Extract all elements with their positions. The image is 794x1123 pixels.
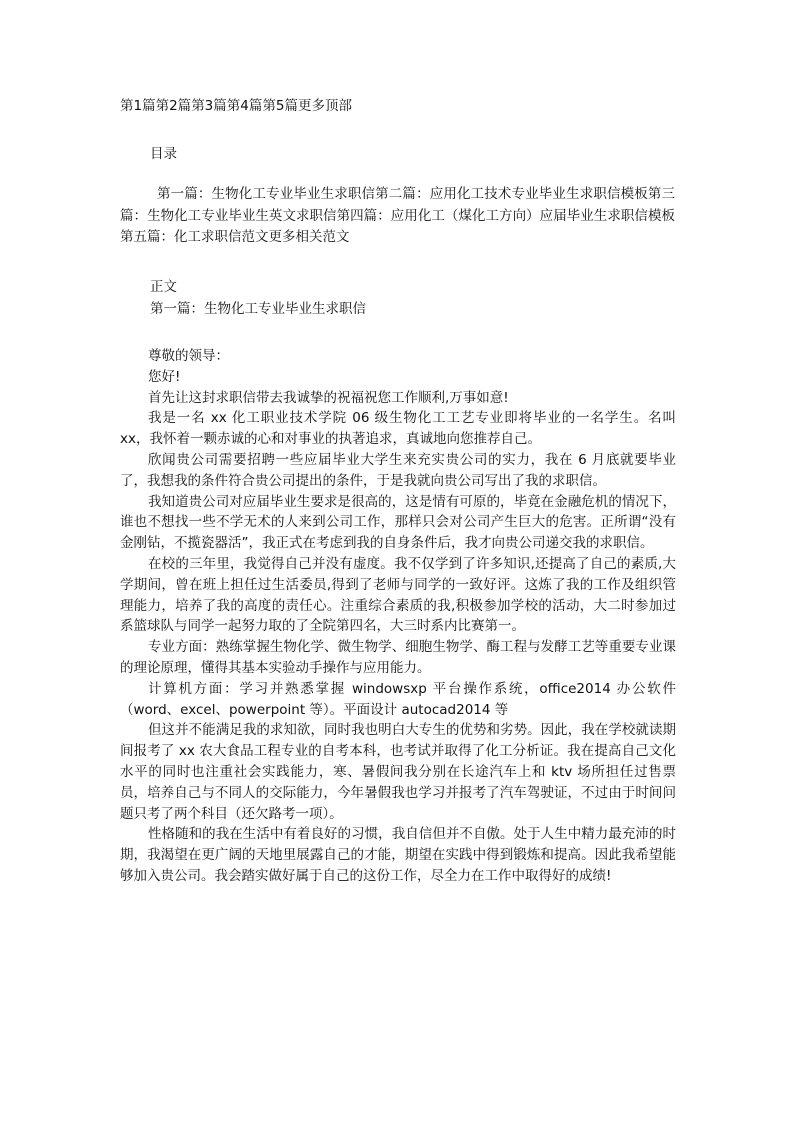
nav-link-part-3[interactable]: 第3篇 bbox=[191, 98, 227, 114]
paragraph-self-study: 但这并不能满足我的求知欲，同时我也明白大专生的优势和劣势。因此，我在学校就读期间报考了 xx 农大食品工程专业的自考本科，也考试并取得了化工分析证。我在提高自己文化水平的同时也注重社会实践能力，寒、暑假间我分别在长途汽车上和 ktv 场所担任过售票员，培养自己与不同人的交际能力，今年暑假我也学习并报考了汽车驾驶证，不过由于时间问题只考了两个科目（还欠路考一项）。 bbox=[120, 722, 676, 822]
paragraph-major-skills: 专业方面：熟练掌握生物化学、微生物学、细胞生物学、酶工程与发酵工艺等重要专业课的理论原理，懂得其基本实验动手操作与应用能力。 bbox=[120, 639, 676, 676]
nav-link-part-4[interactable]: 第4篇 bbox=[226, 98, 263, 114]
paragraph-closing: 性格随和的我在生活中有着良好的习惯，我自信但并不自傲。处于人生中精力最充沛的时期，我渴望在更广阔的天地里展露自己的才能，期望在实践中得到锻炼和提高。因此我希望能够加入贵公司。我会踏实做好属于自己的这份工作，尽全力在工作中取得好的成绩! bbox=[120, 826, 676, 884]
paragraph-requirements: 我知道贵公司对应届毕业生要求是很高的，这是情有可原的，毕竟在金融危机的情况下，谁也不想找一些不学无术的人来到公司工作，那样只会对公司产生巨大的危害。正所谓“没有金刚钻，不揽瓷器活”，我正式在考虑到我的自身条件后，我才向贵公司递交我的求职信。 bbox=[120, 493, 676, 552]
toc-text: 第一篇：生物化工专业毕业生求职信第二篇：应用化工技术专业毕业生求职信模板第三篇：生物化工专业毕业生英文求职信第四篇：应用化工（煤化工方向）应届毕业生求职信模板第五篇：化工求职信范文更多相关范文 bbox=[120, 186, 675, 245]
article-title: 第一篇：生物化工专业毕业生求职信 bbox=[150, 301, 366, 317]
toc-heading: 目录 bbox=[150, 146, 177, 162]
nav-link-top[interactable]: 顶部 bbox=[324, 98, 352, 114]
paragraph-intro: 我是一名 xx 化工职业技术学院 06 级生物化工工艺专业即将毕业的一名学生。名叫 xx，我怀着一颗赤诚的心和对事业的执著追求，真诚地向您推荐自己。 bbox=[120, 410, 676, 448]
nav-link-part-2[interactable]: 第2篇 bbox=[155, 98, 192, 114]
paragraph-recruitment: 欣闻贵公司需要招聘一些应届毕业大学生来充实贵公司的实力，我在 6 月底就要毕业了，我想我的条件符合贵公司提出的条件，于是我就向贵公司写出了我的求职信。 bbox=[120, 451, 676, 489]
article-nav bbox=[120, 96, 352, 116]
nav-link-part-1[interactable]: 第1篇 bbox=[120, 98, 156, 114]
letter-body bbox=[120, 346, 676, 887]
nav-link-more[interactable]: 更多 bbox=[297, 98, 325, 114]
salutation: 尊敬的领导： bbox=[148, 348, 229, 364]
nav-link-part-5[interactable]: 第5篇 bbox=[262, 98, 298, 114]
paragraph-school-life: 在校的三年里，我觉得自己并没有虚度。我不仅学到了许多知识,还提高了自己的素质,大学期间，曾在班上担任过生活委员,得到了老师与同学的一致好评。这炼了我的工作及组织管理能力，培养了我的高度的责任心。注重综合素质的我,积极参加学校的活动，大二时参加过系篮球队与同学一起努力取的了全院第四名，大三时系内比赛第一。 bbox=[120, 555, 676, 635]
opening-wish: 首先让这封求职信带去我诚挚的祝福祝您工作顺利,万事如意! bbox=[148, 389, 509, 406]
greeting: 您好! bbox=[148, 368, 181, 385]
paragraph-computer-skills: 计算机方面：学习并熟悉掌握 windowsxp 平台操作系统，office2014 办公软件（word、excel、powerpoint 等）。平面设计 autocad2014 等 bbox=[120, 680, 676, 718]
body-section-label: 正文 bbox=[150, 279, 177, 295]
